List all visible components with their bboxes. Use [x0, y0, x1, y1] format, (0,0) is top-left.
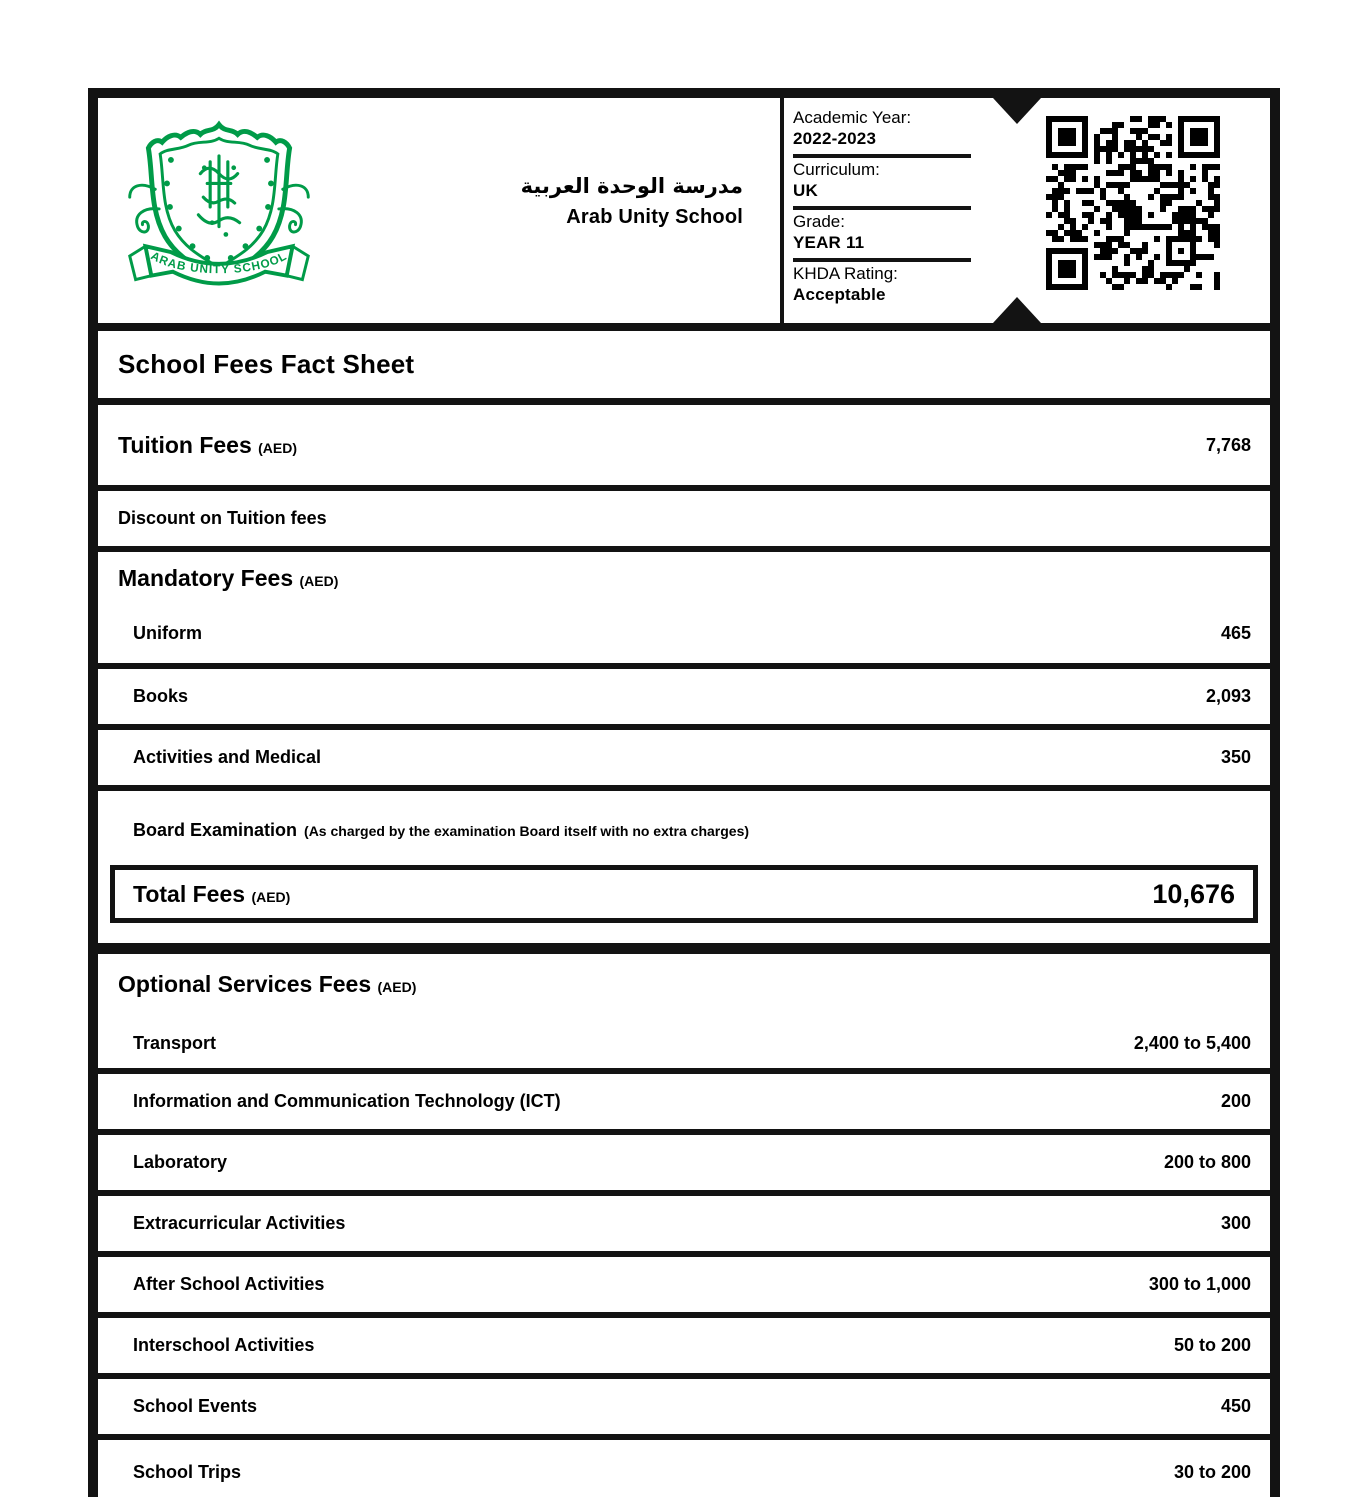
board-exam-total-section	[98, 791, 1270, 954]
info-label: Curriculum:	[793, 160, 880, 179]
fee-value: 30 to 200	[1173, 1461, 1251, 1482]
fee-label: After School Activities	[133, 1274, 325, 1294]
info-label: KHDA Rating:	[793, 264, 898, 283]
notch-bottom-icon	[993, 297, 1041, 323]
tuition-fees-label	[118, 432, 297, 459]
uniform-row	[98, 604, 1270, 663]
info-panel	[793, 106, 971, 310]
school-name-english: Arab Unity School	[566, 206, 743, 229]
currency-unit: (AED)	[377, 978, 417, 995]
after-school-row	[98, 1257, 1270, 1318]
activities-medical-row	[98, 730, 1270, 791]
section-heading-text	[118, 565, 338, 592]
info-value: Acceptable	[793, 285, 886, 304]
fee-value: 200 to 800	[1163, 1152, 1251, 1172]
fee-label: School Events	[133, 1396, 258, 1416]
fee-value: 300 to 1,000	[1148, 1274, 1251, 1294]
header-vertical-divider	[780, 98, 784, 323]
info-row-khda-rating	[793, 262, 971, 310]
laboratory-row	[98, 1135, 1270, 1196]
interschool-row	[98, 1318, 1270, 1379]
board-exam-note: (As charged by the examination Board itself with no extra charges)	[304, 823, 750, 839]
fee-value: 2,400 to 5,400	[1133, 1033, 1251, 1053]
board-examination-row	[98, 791, 1270, 841]
mandatory-fees-section	[98, 552, 1270, 669]
info-value: UK	[793, 181, 818, 200]
school-events-row	[98, 1379, 1270, 1440]
info-label: Grade:	[793, 212, 845, 231]
ict-row	[98, 1074, 1270, 1135]
fee-label: Books	[133, 686, 189, 706]
info-value: YEAR 11	[793, 233, 865, 252]
heading-label: Mandatory Fees	[118, 564, 294, 591]
header-section	[98, 98, 1270, 331]
currency-unit: (AED)	[258, 439, 298, 456]
fee-label: Tuition Fees	[118, 431, 252, 458]
fee-label: Information and Communication Technology (ICT)	[133, 1091, 561, 1111]
fee-value: 465	[1220, 623, 1251, 643]
currency-unit: (AED)	[251, 888, 291, 905]
info-row-curriculum	[793, 158, 971, 210]
books-row	[98, 669, 1270, 730]
optional-services-section	[98, 954, 1270, 1074]
page-title: School Fees Fact Sheet	[118, 349, 415, 379]
fee-value: 2,093	[1205, 686, 1251, 706]
optional-services-heading	[98, 954, 1270, 1014]
fee-label: Extracurricular Activities	[133, 1213, 346, 1233]
qr-code	[1046, 116, 1220, 290]
fee-label: Transport	[133, 1033, 217, 1053]
info-label: Academic Year:	[793, 108, 912, 127]
fee-value: 50 to 200	[1173, 1335, 1251, 1355]
transport-row	[98, 1014, 1270, 1073]
fee-label: School Trips	[133, 1461, 242, 1482]
info-row-academic-year	[793, 106, 971, 158]
fee-value: 300	[1220, 1213, 1251, 1233]
fee-value: 450	[1220, 1396, 1251, 1416]
school-name-arabic: مدرسة الوحدة العربية	[520, 174, 743, 198]
fact-sheet-frame	[88, 88, 1280, 1497]
fee-value: 200	[1220, 1091, 1251, 1111]
fee-label: Laboratory	[133, 1152, 228, 1172]
notch-top-icon	[993, 98, 1041, 124]
total-fees-box	[110, 865, 1258, 923]
total-fees-value: 10,676	[1152, 878, 1235, 909]
fee-label: Uniform	[133, 623, 202, 643]
discount-label: Discount on Tuition fees	[118, 508, 327, 528]
school-name-block	[521, 174, 743, 229]
school-trips-row	[98, 1440, 1270, 1497]
mandatory-fees-heading	[98, 552, 1270, 604]
fee-label: Interschool Activities	[133, 1335, 315, 1355]
heading-label: Optional Services Fees	[118, 970, 372, 997]
section-heading-text	[118, 971, 416, 998]
tuition-fees-row	[98, 405, 1270, 491]
board-exam-label: Board Examination	[133, 820, 298, 840]
title-bar	[98, 331, 1270, 405]
fee-label: Activities and Medical	[133, 747, 322, 767]
extracurricular-row	[98, 1196, 1270, 1257]
logo-banner-text: ARAB UNITY SCHOOL	[148, 249, 290, 277]
fee-label: Total Fees	[133, 880, 246, 907]
tuition-fees-value: 7,768	[1205, 434, 1251, 455]
fee-value: 350	[1220, 747, 1251, 767]
discount-row	[98, 491, 1270, 552]
info-row-grade	[793, 210, 971, 262]
total-fees-label	[133, 881, 290, 908]
currency-unit: (AED)	[299, 572, 339, 589]
info-value: 2022-2023	[793, 129, 877, 148]
school-logo-icon	[116, 112, 322, 300]
